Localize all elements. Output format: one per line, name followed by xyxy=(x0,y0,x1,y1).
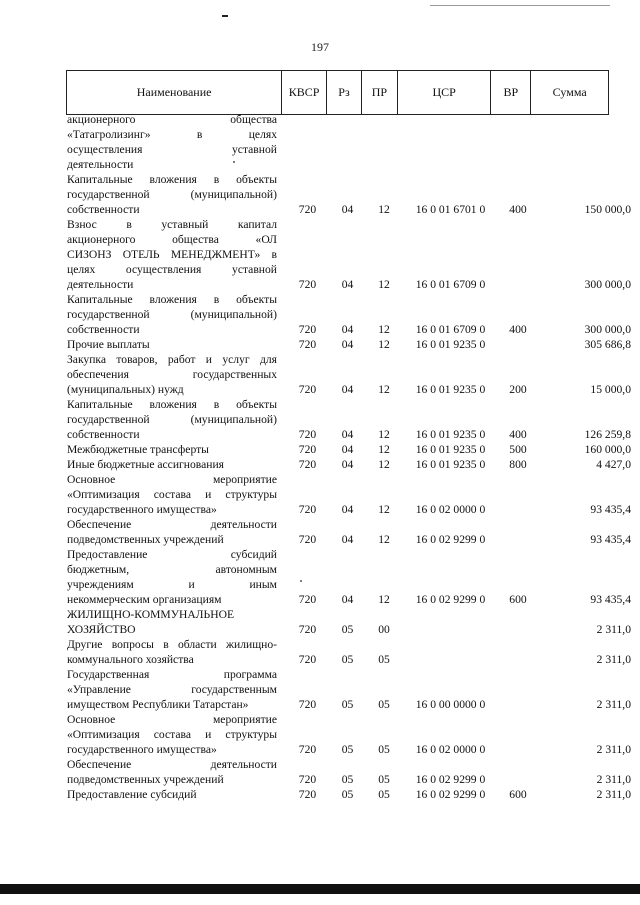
header-pr: ПР xyxy=(362,71,398,114)
row-name-line: Предоставление субсидий xyxy=(67,548,277,561)
row-csr: 16 0 01 9235 0 xyxy=(415,458,486,471)
table-row xyxy=(0,292,640,337)
table-row xyxy=(0,217,640,292)
row-name xyxy=(67,547,277,607)
row-pr: 05 xyxy=(378,788,390,801)
row-csr: 16 0 01 9235 0 xyxy=(415,383,486,396)
row-name-line: ЖИЛИЩНО-КОММУНАЛЬНОЕ xyxy=(67,608,235,621)
row-name-line: государственной (муниципальной) xyxy=(67,188,277,201)
table-row xyxy=(0,172,640,217)
row-pr: 05 xyxy=(378,773,390,786)
row-name xyxy=(67,472,277,517)
row-name-line: государственного имущества» xyxy=(67,503,217,516)
row-rz: 04 xyxy=(341,278,354,291)
row-name xyxy=(67,787,277,802)
row-name-line: учреждениям и иным xyxy=(67,578,277,591)
row-rz: 04 xyxy=(341,428,354,441)
row-kvsr: 720 xyxy=(298,773,317,786)
table-row xyxy=(0,667,640,712)
row-name-line: обеспечения государственных xyxy=(67,368,277,381)
row-name-line: «Управление государственным xyxy=(67,683,277,696)
row-sum: 15 000,0 xyxy=(590,383,631,396)
row-kvsr: 720 xyxy=(298,428,317,441)
header-name: Наименование xyxy=(67,71,282,114)
row-pr: 12 xyxy=(378,593,390,606)
row-kvsr: 720 xyxy=(298,458,317,471)
table-row xyxy=(0,457,640,472)
row-sum: 300 000,0 xyxy=(584,323,631,336)
row-name xyxy=(67,517,277,547)
scan-bottom-edge xyxy=(0,884,640,894)
row-name-line: собственности xyxy=(67,428,140,441)
page-number: 197 xyxy=(311,40,329,54)
table-row xyxy=(0,352,640,397)
row-kvsr: 720 xyxy=(298,593,317,606)
header-rz: Рз xyxy=(327,71,362,114)
row-rz: 04 xyxy=(341,503,354,516)
row-sum: 160 000,0 xyxy=(584,443,631,456)
row-vr: 600 xyxy=(509,593,527,606)
row-kvsr: 720 xyxy=(298,788,317,801)
table-body xyxy=(0,112,640,802)
scan-mark xyxy=(222,15,228,17)
row-kvsr: 720 xyxy=(298,278,317,291)
table-row xyxy=(0,337,640,352)
row-kvsr: 720 xyxy=(298,533,317,546)
row-name-line: Взнос в уставный капитал xyxy=(67,218,277,231)
row-csr: 16 0 01 6701 0 xyxy=(415,203,486,216)
row-sum: 2 311,0 xyxy=(596,743,631,756)
table-row xyxy=(0,607,640,637)
table-row xyxy=(0,517,640,547)
row-pr: 12 xyxy=(378,383,390,396)
row-name-line: акционерного общества «ОЛ xyxy=(67,233,277,246)
row-vr: 500 xyxy=(509,443,527,456)
row-name xyxy=(67,337,277,352)
row-sum: 305 686,8 xyxy=(584,338,631,351)
row-name xyxy=(67,712,277,757)
row-name-line: «Оптимизация состава и структуры xyxy=(67,488,277,501)
row-kvsr: 720 xyxy=(298,443,317,456)
row-sum: 93 435,4 xyxy=(590,533,631,546)
row-csr: 16 0 02 0000 0 xyxy=(415,743,486,756)
row-name-line: СИЗОНЗ ОТЕЛЬ МЕНЕДЖМЕНТ» в xyxy=(67,248,277,261)
row-name xyxy=(67,457,277,472)
table-row xyxy=(0,397,640,442)
row-name-line: государственной (муниципальной) xyxy=(67,413,277,426)
row-csr: 16 0 02 0000 0 xyxy=(415,503,486,516)
row-pr: 05 xyxy=(378,743,390,756)
row-name-line: Государственная программа xyxy=(67,668,277,681)
row-csr: 16 0 01 6709 0 xyxy=(415,323,486,336)
row-name-line: акционерного общества xyxy=(67,113,277,126)
row-rz: 05 xyxy=(341,773,354,786)
row-csr: 16 0 01 9235 0 xyxy=(415,338,486,351)
header-kvsr: КВСР xyxy=(282,71,327,114)
header-csr: ЦСР xyxy=(398,71,492,114)
table-row xyxy=(0,472,640,517)
row-name-line: осуществления уставной xyxy=(67,143,277,156)
scan-speck xyxy=(300,580,302,582)
row-kvsr: 720 xyxy=(298,338,317,351)
row-rz: 04 xyxy=(341,203,354,216)
row-rz: 04 xyxy=(341,338,354,351)
row-rz: 04 xyxy=(341,593,354,606)
row-name xyxy=(67,112,277,172)
row-rz: 04 xyxy=(341,383,354,396)
row-vr: 200 xyxy=(509,383,527,396)
row-kvsr: 720 xyxy=(298,698,317,711)
scan-speck xyxy=(233,161,235,163)
table-row xyxy=(0,757,640,787)
row-name-line: государственной (муниципальной) xyxy=(67,308,277,321)
row-name-line: целях осуществления уставной xyxy=(67,263,277,276)
row-csr: 16 0 00 0000 0 xyxy=(415,698,486,711)
row-sum: 2 311,0 xyxy=(596,788,631,801)
row-name-line: деятельности xyxy=(67,278,134,291)
row-name-line: Прочие выплаты xyxy=(67,338,150,351)
row-pr: 05 xyxy=(378,653,390,666)
row-name-line: государственного имущества» xyxy=(67,743,217,756)
row-kvsr: 720 xyxy=(298,623,317,636)
row-vr: 600 xyxy=(509,788,527,801)
row-csr: 16 0 02 9299 0 xyxy=(415,533,486,546)
row-csr: 16 0 01 6709 0 xyxy=(415,278,486,291)
row-rz: 05 xyxy=(341,698,354,711)
header-vr: ВР xyxy=(491,71,531,114)
row-pr: 12 xyxy=(378,458,390,471)
row-name-line: коммунального хозяйства xyxy=(67,653,194,666)
row-pr: 05 xyxy=(378,698,390,711)
row-name xyxy=(67,397,277,442)
header-sum: Сумма xyxy=(552,85,587,99)
row-name-line: подведомственных учреждений xyxy=(67,533,224,546)
row-name xyxy=(67,172,277,217)
row-rz: 05 xyxy=(341,623,354,636)
row-rz: 05 xyxy=(341,788,354,801)
row-name-line: бюджетным, автономным xyxy=(67,563,277,576)
row-name-line: Обеспечение деятельности xyxy=(67,758,277,771)
row-name-line: Закупка товаров, работ и услуг для xyxy=(67,353,277,366)
row-name-line: Капитальные вложения в объекты xyxy=(67,398,277,411)
row-rz: 05 xyxy=(341,743,354,756)
row-name-line: Капитальные вложения в объекты xyxy=(67,293,277,306)
table-header xyxy=(66,70,609,115)
row-kvsr: 720 xyxy=(298,203,317,216)
row-name-line: Основное мероприятие xyxy=(67,473,277,486)
row-name-line: Другие вопросы в области жилищно- xyxy=(67,638,277,651)
row-pr: 12 xyxy=(378,203,390,216)
row-name-line: Межбюджетные трансферты xyxy=(67,443,209,456)
table-row xyxy=(0,787,640,802)
row-name-line: Иные бюджетные ассигнования xyxy=(67,458,224,471)
row-rz: 04 xyxy=(341,533,354,546)
row-pr: 12 xyxy=(378,278,390,291)
row-csr: 16 0 01 9235 0 xyxy=(415,428,486,441)
row-sum: 93 435,4 xyxy=(590,503,631,516)
row-rz: 04 xyxy=(341,458,354,471)
row-vr: 400 xyxy=(509,428,527,441)
row-sum: 300 000,0 xyxy=(584,278,631,291)
row-name-line: «Татагролизинг» в целях xyxy=(67,128,277,141)
row-name-line: деятельности xyxy=(67,158,134,171)
table-row xyxy=(0,712,640,757)
row-rz: 05 xyxy=(341,653,354,666)
row-name-line: собственности xyxy=(67,323,140,336)
row-name xyxy=(67,757,277,787)
row-pr: 12 xyxy=(378,428,390,441)
row-name-line: «Оптимизация состава и структуры xyxy=(67,728,277,741)
row-kvsr: 720 xyxy=(298,653,317,666)
row-sum: 2 311,0 xyxy=(596,623,631,636)
table-row xyxy=(0,547,640,607)
row-csr: 16 0 02 9299 0 xyxy=(415,788,486,801)
row-name-line: Предоставление субсидий xyxy=(67,788,197,801)
row-vr: 800 xyxy=(509,458,527,471)
row-sum: 93 435,4 xyxy=(590,593,631,606)
row-name-line: Основное мероприятие xyxy=(67,713,277,726)
row-sum: 150 000,0 xyxy=(584,203,631,216)
row-sum: 126 259,8 xyxy=(584,428,631,441)
row-name-line: Капитальные вложения в объекты xyxy=(67,173,277,186)
row-vr: 400 xyxy=(509,323,527,336)
row-sum: 2 311,0 xyxy=(596,653,631,666)
row-name-line: подведомственных учреждений xyxy=(67,773,224,786)
row-name xyxy=(67,667,277,712)
row-name xyxy=(67,442,277,457)
row-sum: 4 427,0 xyxy=(596,458,631,471)
row-vr: 400 xyxy=(509,203,527,216)
scan-edge-line xyxy=(430,5,610,6)
row-kvsr: 720 xyxy=(298,323,317,336)
row-name-line: имуществом Республики Татарстан» xyxy=(67,698,249,711)
row-pr: 12 xyxy=(378,443,390,456)
row-name-line: Обеспечение деятельности xyxy=(67,518,277,531)
row-kvsr: 720 xyxy=(298,743,317,756)
row-sum: 2 311,0 xyxy=(596,698,631,711)
table-row xyxy=(0,442,640,457)
row-name-line: собственности xyxy=(67,203,140,216)
row-pr: 12 xyxy=(378,338,390,351)
row-name xyxy=(67,637,277,667)
row-pr: 12 xyxy=(378,503,390,516)
row-name xyxy=(67,352,277,397)
row-csr: 16 0 02 9299 0 xyxy=(415,773,486,786)
row-name xyxy=(67,607,277,637)
row-rz: 04 xyxy=(341,323,354,336)
row-name xyxy=(67,217,277,292)
row-name-line: ХОЗЯЙСТВО xyxy=(67,623,136,636)
row-name xyxy=(67,292,277,337)
row-kvsr: 720 xyxy=(298,503,317,516)
row-pr: 00 xyxy=(378,623,390,636)
row-pr: 12 xyxy=(378,533,390,546)
row-csr: 16 0 02 9299 0 xyxy=(415,593,486,606)
row-rz: 04 xyxy=(341,443,354,456)
row-csr: 16 0 01 9235 0 xyxy=(415,443,486,456)
table-row xyxy=(0,112,640,172)
row-name-line: (муниципальных) нужд xyxy=(67,383,184,396)
row-kvsr: 720 xyxy=(298,383,317,396)
table-row xyxy=(0,637,640,667)
row-name-line: некоммерческим организациям xyxy=(67,593,222,606)
row-sum: 2 311,0 xyxy=(596,773,631,786)
row-pr: 12 xyxy=(378,323,390,336)
